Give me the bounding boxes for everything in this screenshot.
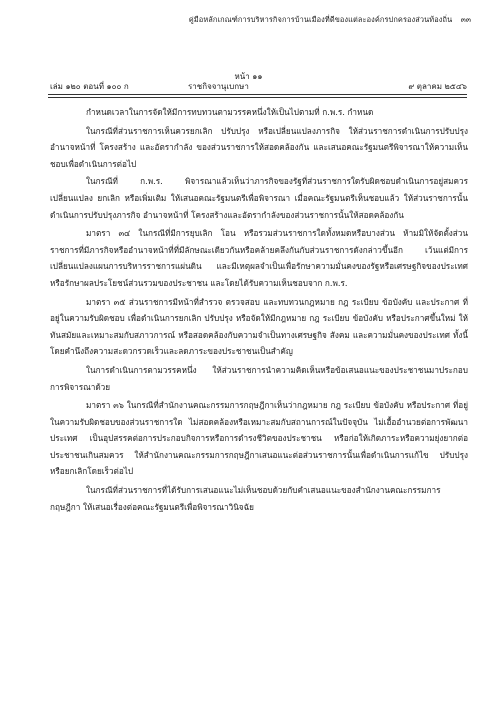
- paragraph: มาตรา ๓๔ ในกรณีที่มีการยุบเลิก โอน หรือรวมส่วนราชการใดทั้งหมดหรือบางส่วน ห้ามมิให้จัดตั้งส่วนราชการที่มีภารกิจหรืออำนาจหน้าที่ที่มีลักษณะเดียวกันหรือคล้ายคลึงกันกับส่วนราชการดังกล่าวขึ้นอีก เว้นแต่มีการเปลี่ยนแปลงแผนการบริหารราชการแผ่นดิน และมีเหตุผลจำเป็นเพื่อรักษาความมั่นคงของรัฐหรือเศรษฐกิจของประเทศ หรือรักษาผลประโยชน์ส่วนรวมของประชาชน และโดยได้รับความเห็นชอบจาก ก.พ.ร.: [50, 228, 468, 288]
- paragraph: ในกรณีที่ส่วนราชการเห็นควรยกเลิก ปรับปรุง หรือเปลี่ยนแปลงภารกิจ ให้ส่วนราชการดำเนินการปรับปรุงอำนาจหน้าที่ โครงสร้าง และอัตรากำลัง ของส่วนราชการให้สอดคล้องกัน และเสนอคณะรัฐมนตรีพิจารณาให้ความเห็นชอบเพื่อดำเนินการต่อไป: [50, 125, 468, 169]
- manual-title: คู่มือหลักเกณฑ์การบริหารกิจการบ้านเมืองที่ดีของแต่ละองค์กรปกครองส่วนท้องถิ่น: [188, 15, 453, 24]
- paragraph: ในกรณีที่ส่วนราชการที่ได้รับการเสนอแนะไม่เห็นชอบด้วยกับคำเสนอแนะของสำนักงานคณะกรรมการกฤษฎีกา ให้เสนอเรื่องต่อคณะรัฐมนตรีเพื่อพิจารณาวินิจฉัย: [50, 485, 441, 512]
- paragraph: มาตรา ๓๖ ในกรณีที่สำนักงานคณะกรรมการกฤษฎีกาเห็นว่ากฎหมาย กฎ ระเบียบ ข้อบังคับ หรือประกาศ ที่อยู่ในความรับผิดชอบของส่วนราชการใด ไม่สอดคล้องหรือเหมาะสมกับสถานการณ์ในปัจจุบัน ไม่เอื้ออำนวยต่อการพัฒนาประเทศ เป็นอุปสรรคต่อการประกอบกิจการหรือการดำรงชีวิตของประชาชน หรือก่อให้เกิดภาระหรือความยุ่งยากต่อประชาชนเกินสมควร ให้สำนักงานคณะกรรมการกฤษฎีกาเสนอแนะต่อส่วนราชการนั้นเพื่อดำเนินการแก้ไข ปรับปรุง หรือยกเลิกโดยเร็วต่อไป: [50, 400, 468, 477]
- header-rule-bottom: [48, 97, 467, 98]
- paragraph: ในการดำเนินการตามวรรคหนึ่ง ให้ส่วนราชการนำความคิดเห็นหรือข้อเสนอแนะของประชาชนมาประกอบการพิจารณาด้วย: [50, 364, 468, 392]
- page-number: ๓๓: [460, 15, 471, 24]
- running-header: [189, 14, 471, 26]
- gazette-header-row: [50, 80, 467, 94]
- paragraph: มาตรา ๓๕ ส่วนราชการมีหน้าที่สำรวจ ตรวจสอบ และทบทวนกฎหมาย กฎ ระเบียบ ข้อบังคับ และประกาศ ที่อยู่ในความรับผิดชอบ เพื่อดำเนินการยกเลิก ปรับปรุง หรือจัดให้มีกฎหมาย กฎ ระเบียบ ข้อบังคับ หรือประกาศขึ้นใหม่ ให้ทันสมัยและเหมาะสมกับสภาวการณ์ หรือสอดคล้องกับความจำเป็นทางเศรษฐกิจ สังคม และความมั่นคงของประเทศ ทั้งนี้ โดยคำนึงถึงความสะดวกรวดเร็วและลดภาระของประชาชนเป็นสำคัญ: [50, 296, 468, 357]
- gazette-volume: เล่ม ๑๒๐ ตอนที่ ๑๐๐ ก: [50, 82, 129, 91]
- gazette-date: ๙ ตุลาคม ๒๕๔๖: [408, 82, 467, 91]
- header-rule-top: [48, 94, 467, 95]
- paragraph: ในกรณีที่ ก.พ.ร. พิจารณาแล้วเห็นว่าภารกิจของรัฐที่ส่วนราชการใดรับผิดชอบดำเนินการอยู่สมควรเปลี่ยนแปลง ยกเลิก หรือเพิ่มเติม ให้เสนอคณะรัฐมนตรีเพื่อพิจารณา เมื่อคณะรัฐมนตรีเห็นชอบแล้ว ให้ส่วนราชการนั้นดำเนินการปรับปรุงภารกิจ อำนาจหน้าที่ โครงสร้างและอัตรากำลังของส่วนราชการนั้นให้สอดคล้องกัน: [50, 176, 468, 220]
- body-text: [50, 104, 468, 515]
- gazette-section: ราชกิจจานุเบกษา: [188, 82, 249, 91]
- paragraph: กำหนดเวลาในการจัดให้มีการทบทวนตามวรรคหนึ่งให้เป็นไปตามที่ ก.พ.ร. กำหนด: [86, 107, 374, 117]
- gazette-page-label: หน้า ๑๑: [234, 72, 263, 81]
